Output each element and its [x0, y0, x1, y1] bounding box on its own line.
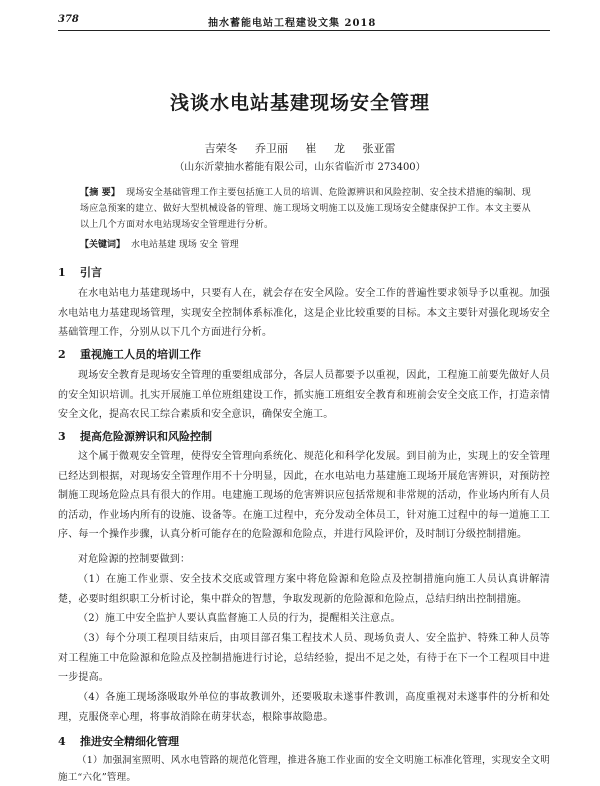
- keywords-tag: 【关键词】: [80, 240, 126, 250]
- section-number: 1: [58, 266, 66, 279]
- section-heading-1: [58, 264, 102, 280]
- abstract-tag: 【摘 要】: [80, 188, 121, 198]
- list-item: （1）加强洞室照明、风水电管路的规范化管理，推进各施工作业面的安全文明施工标准化管理，实现安全文明施工“六化”管理。: [58, 755, 550, 783]
- section-heading-2: [58, 346, 201, 362]
- section-number: 2: [58, 348, 66, 361]
- paragraph: 现场安全教育是现场安全管理的重要组成部分，各层人员都要予以重视，因此，工程施工前要先做好人员的安全知识培训。扎实开展施工单位班组建设工作，抓实施工班组安全教育和班前会安全交底工作，打造亲情安全文化，提高农民工综合素质和安全意识，确保安全施工。: [58, 370, 550, 420]
- section-number: 4: [58, 735, 66, 748]
- keywords-text: 水电站基建 现场 安全 管理: [131, 240, 239, 250]
- abstract-text: 现场安全基础管理工作主要包括施工人员的培训、危险源辨识和风险控制、安全技术措施的编制、现场应急预案的建立、做好大型机械设备的管理、施工现场文明施工以及施工现场安全健康保护工作。本文主要从以上几个方面对水电站现场安全管理进行分析。: [80, 188, 531, 230]
- paragraph: 这个属于微观安全管理，使得安全管理向系统化、规范化和科学化发展。到目前为止，实现上的安全管理已经达到根据，对现场安全管理作用不十分明显，因此，在水电站电力基建施工现场开展危害辨识，对预防控制施工现场危险点具有很大的作用。电建施工现场的危害辨识应包括常规和非常规的活动，作业场内所有人员的活动，作业场内所有的设施、设备等。在施工过程中，充分发动全体员工，针对施工过程中的每一道施工工序、每一个操作步骤，认真分析可能存在的危险源和危险点，并进行风险评价，及时制订分级控制措施。: [58, 451, 550, 540]
- list-item: （2）施工中安全监护人要认真监督施工人员的行为，提醒相关注意点。: [78, 613, 401, 624]
- page-number: 378: [58, 14, 79, 25]
- paragraph: 对危险源的控制要做到：: [78, 554, 191, 565]
- author-list: 吉荣冬 乔卫丽 崔 龙 张亚雷: [204, 142, 396, 155]
- section-heading-3: [58, 428, 212, 444]
- abstract: [80, 185, 535, 233]
- section-title: 重视施工人员的培训工作: [80, 348, 201, 361]
- running-header: [58, 12, 550, 31]
- paper-title: 浅谈水电站基建现场安全管理: [169, 92, 430, 114]
- section-title: 提高危险源辨识和风险控制: [80, 430, 212, 443]
- section-heading-4: [58, 733, 179, 749]
- keywords: [80, 237, 535, 253]
- list-item: （4）各施工现场涤吸取外单位的事故教训外，还要吸取未遂事件教训，高度重视对未遂事件的分析和处理，克服侥幸心理，将事故消除在萌芽状态，根除事故隐患。: [58, 692, 550, 723]
- section-number: 3: [58, 430, 66, 443]
- list-item: （3）每个分项工程项目结束后，由项目部召集工程技术人员、现场负责人、安全监护、特殊工种人员等对工程施工中危险源和危险点及控制措施进行讨论，总结经验，提出不足之处，有待于在下一个工程项目中进一步提高。: [58, 633, 550, 683]
- affiliation: （山东沂蒙抽水蓄能有限公司，山东省临沂市 273400）: [174, 162, 426, 173]
- paragraph: 在水电站电力基建现场中，只要有人在，就会存在安全风险。安全工作的普遍性要求领导予以重视。加强水电站电力基建现场管理，实现安全控制体系标准化，这是企业比较重要的目标。本文主要针对强化现场安全基础管理工作，分别从以下几个方面进行分析。: [58, 288, 550, 338]
- section-title: 推进安全精细化管理: [80, 735, 179, 748]
- list-item: （1）在施工作业票、安全技术交底或管理方案中将危险源和危险点及控制措施向施工人员认真讲解清楚，必要时组织职工分析讨论，集中群众的智慧，争取发现新的危险源和危险点，总结归纳出控制措施。: [58, 574, 550, 605]
- journal-name: 抽水蓄能电站工程建设文集 2018: [208, 18, 377, 29]
- section-title: 引言: [80, 266, 102, 279]
